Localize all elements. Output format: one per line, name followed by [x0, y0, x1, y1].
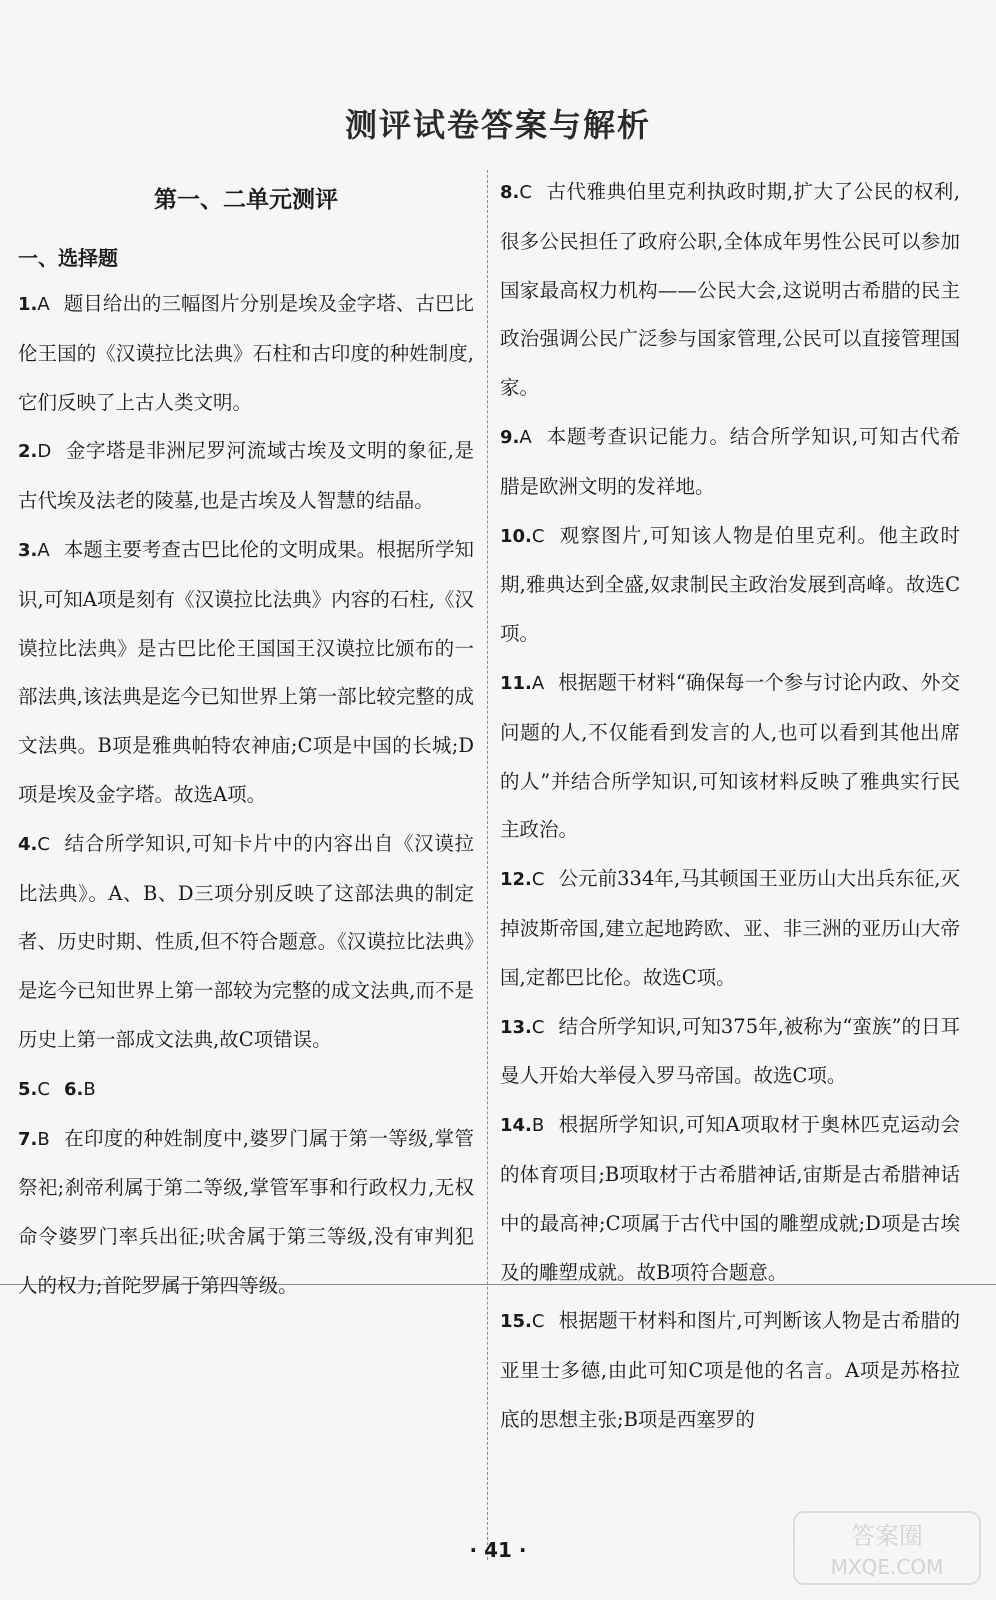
- item-answer: B: [531, 1115, 545, 1137]
- item-answer: C: [531, 869, 545, 891]
- answer-item-8: [500, 168, 960, 413]
- item-number: 15.: [500, 1311, 532, 1333]
- item-explanation: 本题主要考查古巴比伦的文明成果。根据所学知识,可知A项是刻有《汉谟拉比法典》内容的石柱,《汉谟拉比法典》是古巴比伦王国国王汉谟拉比颁布的一部法典,该法典是迄今已知世界上第一部比较完整的成文法典。B项是雅典帕特农神庙;C项是中国的长城;D项是埃及金字塔。故选A项。: [18, 537, 474, 806]
- column-divider: [487, 170, 488, 1560]
- item-number: 8.: [500, 182, 520, 203]
- answer-item-3: [18, 526, 474, 820]
- item-number: 9.: [500, 426, 520, 448]
- item-answer: C: [519, 182, 532, 203]
- item-explanation: 在印度的种姓制度中,婆罗门属于第一等级,掌管祭祀;刹帝利属于第二等级,掌管军事和行政权力,无权命令婆罗门率兵出征;吠舍属于第三等级,没有审判犯人的权力;首陀罗属于第四等级。: [18, 1126, 474, 1297]
- answer-item-15: [500, 1297, 960, 1444]
- answer-item-7: [18, 1115, 474, 1311]
- item-explanation: 结合所学知识,可知375年,被称为“蛮族”的日耳曼人开始大举侵入罗马帝国。故选C项。: [500, 1014, 960, 1088]
- item-explanation: 古代雅典伯里克利执政时期,扩大了公民的权利,很多公民担任了政府公职,全体成年男性公民可以参加国家最高权力机构——公民大会,这说明古希腊的民主政治强调公民广泛参与国家管理,公民可以直接管理国家。: [500, 180, 960, 400]
- item-explanation: 根据题干材料和图片,可判断该人物是古希腊的亚里士多德,由此可知C项是他的名言。A项是苏格拉底的思想主张;B项是西塞罗的: [500, 1309, 960, 1431]
- watermark-logo-icon: [792, 1510, 982, 1586]
- svg-text:答案圈: 答案圈: [851, 1522, 923, 1550]
- item-answer: C: [37, 1078, 50, 1100]
- item-number: 10.: [500, 525, 532, 547]
- item-explanation: 题目给出的三幅图片分别是埃及金字塔、古巴比伦王国的《汉谟拉比法典》石柱和古印度的种姓制度,它们反映了上古人类文明。: [18, 292, 474, 414]
- answer-item-14: [500, 1101, 960, 1297]
- answer-item-4: [18, 820, 474, 1065]
- item-number: 4.: [18, 833, 38, 855]
- answer-item-10: [500, 512, 960, 659]
- page-number: · 41 ·: [469, 1538, 527, 1562]
- item-number: 11.: [500, 672, 532, 694]
- answer-item-5-6: [18, 1065, 474, 1115]
- item-answer: C: [531, 1016, 545, 1038]
- item-number: 2.: [18, 441, 38, 463]
- item-answer: B: [83, 1078, 96, 1100]
- item-explanation: 结合所学知识,可知卡片中的内容出自《汉谟拉比法典》。A、B、D三项分别反映了这部法典的制定者、历史时期、性质,但不符合题意。《汉谟拉比法典》是迄今已知世界上第一部较为完整的成文法典,而不是历史上第一部成文法典,故C项错误。: [18, 831, 474, 1051]
- item-explanation: 金字塔是非洲尼罗河流域古埃及文明的象征,是古代埃及法老的陵墓,也是古埃及人智慧的结晶。: [18, 439, 474, 513]
- item-number: 6.: [63, 1078, 84, 1100]
- item-number: 12.: [500, 869, 532, 891]
- subsection-title: 一、选择题: [18, 246, 118, 270]
- item-number: 3.: [18, 539, 38, 561]
- answer-item-12: [500, 855, 960, 1002]
- item-number: 5.: [18, 1078, 38, 1100]
- item-explanation: 公元前334年,马其顿国王亚历山大出兵东征,灭掉波斯帝国,建立起地跨欧、亚、非三洲的亚历山大帝国,定都巴比伦。故选C项。: [500, 867, 960, 989]
- item-answer: A: [37, 539, 50, 561]
- answer-item-2: [18, 427, 474, 526]
- answer-item-9: [500, 413, 960, 512]
- item-answer: A: [519, 426, 532, 448]
- item-number: 7.: [18, 1128, 38, 1150]
- right-column: [500, 168, 960, 1445]
- item-explanation: 根据所学知识,可知A项取材于奥林匹克运动会的体育项目;B项取材于古希腊神话,宙斯是古希腊神话中的最高神;C项属于古代中国的雕塑成就;D项是古埃及的雕塑成就。故B项符合题意。: [500, 1113, 960, 1284]
- answer-item-1: [18, 280, 474, 427]
- item-answer: C: [531, 1311, 545, 1333]
- item-answer: B: [37, 1128, 50, 1150]
- item-explanation: 本题考查识记能力。结合所学知识,可知古代希腊是欧洲文明的发祥地。: [500, 424, 960, 498]
- page-title: 测评试卷答案与解析: [344, 106, 651, 144]
- item-answer: D: [37, 441, 52, 463]
- answer-item-13: [500, 1003, 960, 1102]
- left-column: [18, 170, 474, 1311]
- item-number: 14.: [500, 1115, 532, 1137]
- item-answer: A: [37, 294, 50, 315]
- item-answer: A: [531, 672, 545, 694]
- section-title: 第一、二单元测评: [154, 186, 338, 213]
- item-explanation: 观察图片,可知该人物是伯里克利。他主政时期,雅典达到全盛,奴隶制民主政治发展到高峰。故选C项。: [500, 523, 960, 646]
- item-answer: C: [531, 525, 545, 547]
- item-number: 1.: [18, 294, 38, 315]
- answer-item-11: [500, 659, 960, 855]
- item-explanation: 根据题干材料“确保每一个参与讨论内政、外交问题的人,不仅能看到发言的人,也可以看到其他出席的人”并结合所学知识,可知该材料反映了雅典实行民主政治。: [500, 670, 960, 842]
- item-number: 13.: [500, 1016, 532, 1038]
- svg-text:MXQE.COM: MXQE.COM: [830, 1555, 944, 1579]
- item-answer: C: [37, 833, 50, 855]
